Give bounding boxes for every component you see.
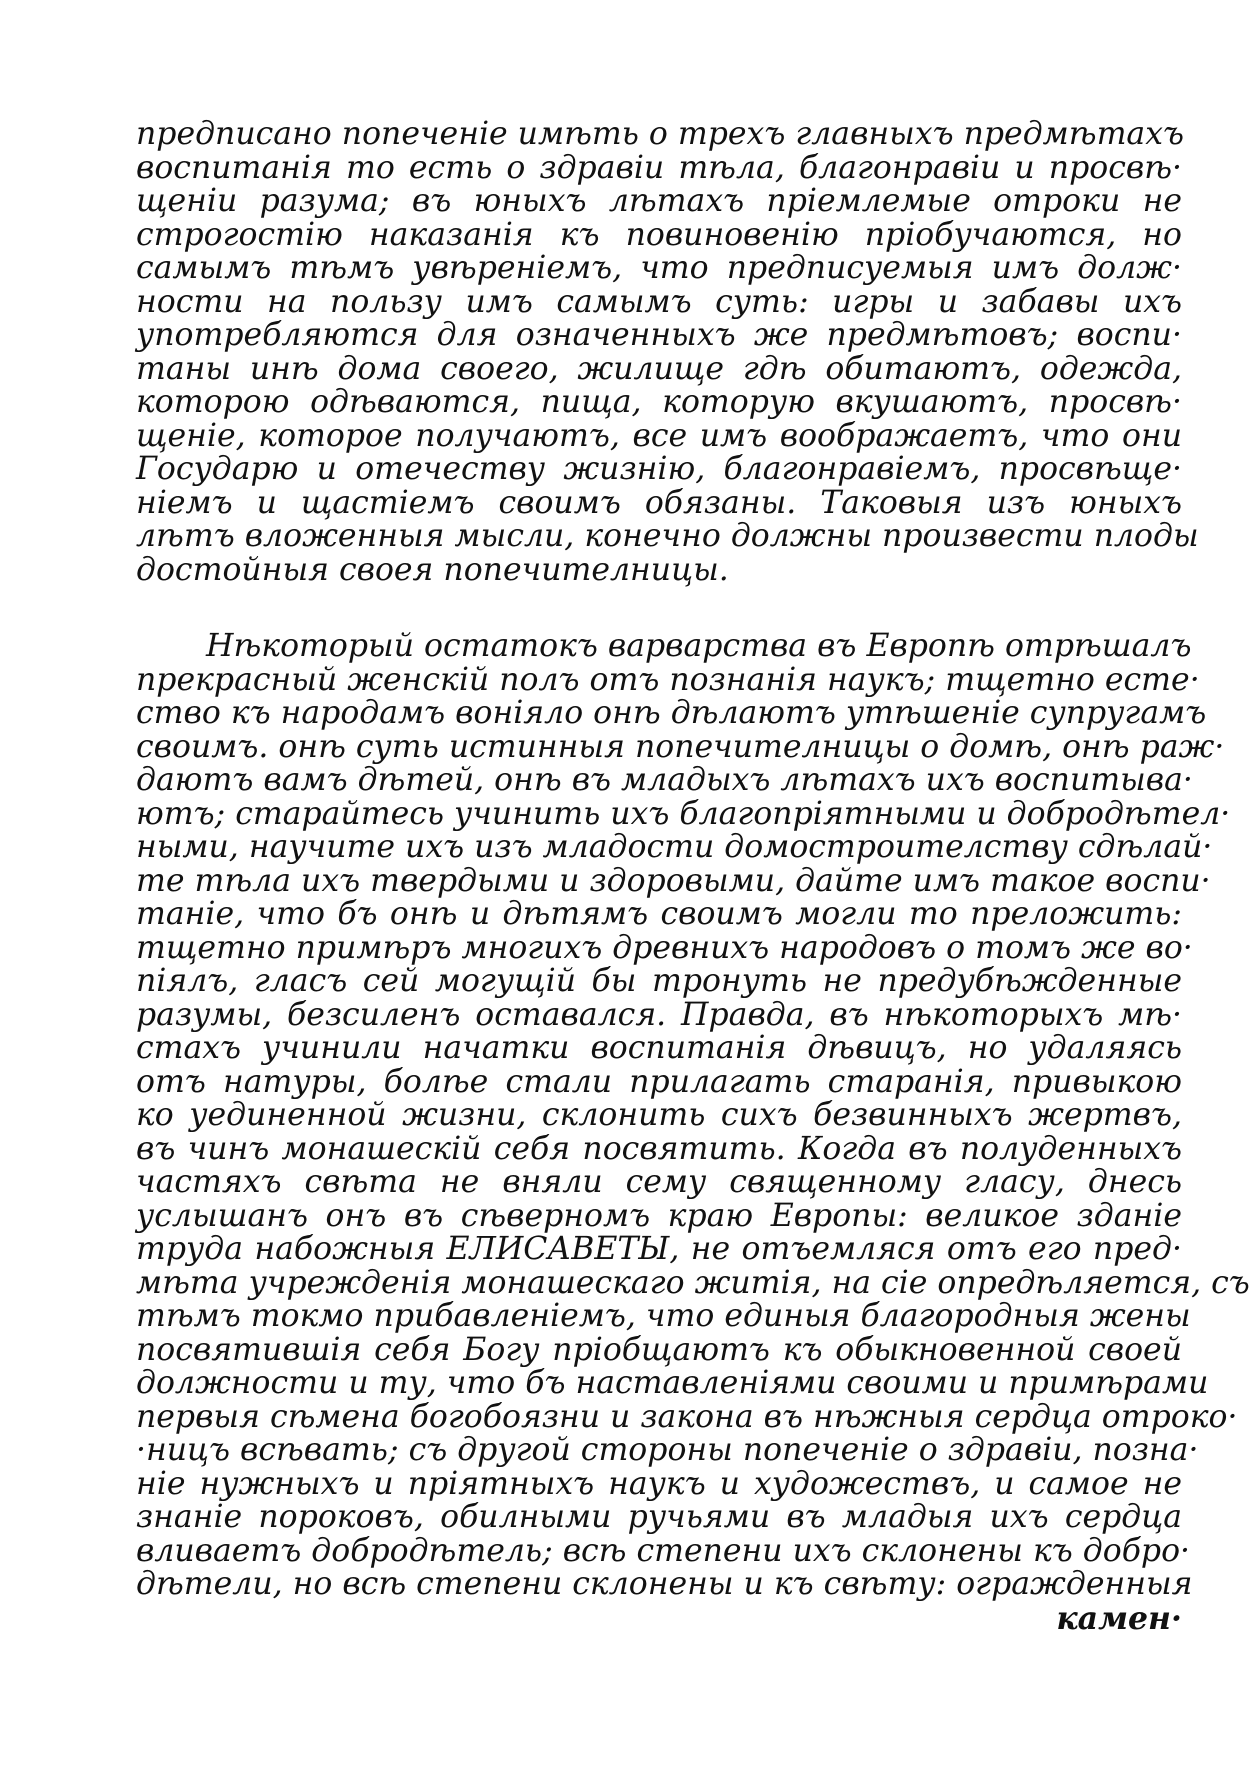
- catchword: камен·: [1056, 1599, 1182, 1637]
- text-line: стахъ учинили начатки воспитанія дѣвицъ, но удаляясь: [136, 1030, 1182, 1066]
- text-line: частяхъ свѣта не вняли сему священному гласу, днесь: [136, 1164, 1182, 1200]
- text-line: таны инѣ дома своего, жилище гдѣ обитаютъ, одежда,: [136, 350, 1182, 387]
- text-line: воспитанія то есть о здравіи тѣла, благонравіи и просвѣ·: [136, 149, 1182, 186]
- text-line: посвятившія себя Богу пріобщаютъ къ обыкновенной своей: [136, 1331, 1182, 1368]
- text-line: ніемъ и щастіемъ своимъ обязаны. Таковыя изъ юныхъ: [136, 484, 1182, 521]
- text-line: предписано попеченіе имѣть о трехъ главныхъ предмѣтахъ: [136, 116, 1184, 152]
- paragraph-1: [136, 116, 1199, 588]
- text-line: дѣтели, но всѣ степени склонены и къ свѣту: огражденныя: [136, 1566, 1193, 1602]
- text-line: употребляются для означенныхъ же предмѣтовъ; воспи·: [136, 317, 1182, 353]
- text-line: щеніи разума; въ юныхъ лѣтахъ пріемлемые отроки не: [136, 183, 1182, 219]
- text-line: ными, научите ихъ изъ младости домостроителству сдѣлай·: [136, 829, 1213, 865]
- text-line: мѣта учрежденія монашескаго житія, на сіе опредѣляется, съ: [136, 1264, 1250, 1301]
- text-line: даютъ вамъ дѣтей, онѣ въ младыхъ лѣтахъ ихъ воспитыва·: [136, 762, 1193, 798]
- text-line: тѣмъ токмо прибавленіемъ, что единыя благородныя жены: [136, 1298, 1191, 1334]
- text-line: Государю и отечеству жизнію, благонравіемъ, просвѣще·: [136, 451, 1182, 487]
- text-line: лѣтъ вложенныя мысли, конечно должны произвести плоды: [136, 518, 1199, 554]
- text-line: достойныя своея попечителницы.: [136, 551, 729, 588]
- text-line: ности на пользу имъ самымъ суть: игры и забавы ихъ: [136, 283, 1182, 320]
- text-line: въ чинъ монашескій себя посвятить. Когда въ полуденныхъ: [136, 1130, 1182, 1167]
- text-line: знаніе пороковъ, обилными ручьями въ младыя ихъ сердца: [136, 1499, 1182, 1535]
- text-line: услышанъ онъ въ сѣверномъ краю Европы: великое зданіе: [136, 1197, 1182, 1234]
- text-line: прекрасный женскій полъ отъ познанія наукъ; тщетно есте·: [136, 661, 1200, 698]
- text-line: ·ницъ всѣвать; съ другой стороны попеченіе о здравіи, позна·: [136, 1432, 1199, 1468]
- text-line: первыя сѣмена богобоязни и закона въ нѣжныя сердца отроко·: [136, 1398, 1238, 1435]
- text-line: должности и ту, что бъ наставленіями своими и примѣрами: [136, 1365, 1209, 1401]
- text-line: таніе, что бъ онѣ и дѣтямъ своимъ могли то преложить:: [136, 896, 1182, 932]
- text-line: своимъ. онѣ суть истинныя попечителницы о домѣ, онѣ раж·: [136, 728, 1225, 765]
- text-line: ко уединенной жизни, склонить сихъ безвинныхъ жертвъ,: [136, 1097, 1182, 1133]
- text-line: строгостію наказанія къ повиновенію пріобучаются, но: [136, 216, 1182, 253]
- text-line: ніе нужныхъ и пріятныхъ наукъ и художествъ, и самое не: [136, 1465, 1182, 1502]
- text-line: вливаетъ добродѣтель; всѣ степени ихъ склонены къ добро·: [136, 1532, 1191, 1569]
- paragraph-2: [136, 628, 1250, 1637]
- text-line: те тѣла ихъ твердыми и здоровыми, дайте имъ такое воспи·: [136, 862, 1211, 899]
- text-line: тщетно примѣръ многихъ древнихъ народовъ о томъ же во·: [136, 929, 1193, 966]
- text-line: ютъ; старайтесь учинить ихъ благопріятными и добродѣтел·: [136, 795, 1231, 832]
- text-line: которою одѣваются, пища, которую вкушаютъ, просвѣ·: [136, 384, 1182, 420]
- text-line: піялъ, гласъ сей могущій бы тронуть не предубѣжденные: [136, 963, 1182, 999]
- text-line: труда набожныя ЕЛИСАВЕТЫ, не отъемляся отъ его пред·: [136, 1231, 1182, 1267]
- text-line: самымъ тѣмъ увѣреніемъ, что предписуемыя имъ долж·: [136, 250, 1182, 286]
- text-line: разумы, безсиленъ оставался. Правда, въ нѣкоторыхъ мѣ·: [136, 996, 1182, 1033]
- text-line: ство къ народамъ воніяло онѣ дѣлаютъ утѣшеніе супругамъ: [136, 695, 1207, 731]
- text-line: Нѣкоторый остатокъ варварства въ Европѣ отрѣшалъ: [206, 628, 1192, 664]
- text-line: щеніе, которое получаютъ, все имъ воображаетъ, что они: [136, 417, 1182, 454]
- text-line: отъ натуры, болѣе стали прилагать старанія, привыкою: [136, 1063, 1182, 1100]
